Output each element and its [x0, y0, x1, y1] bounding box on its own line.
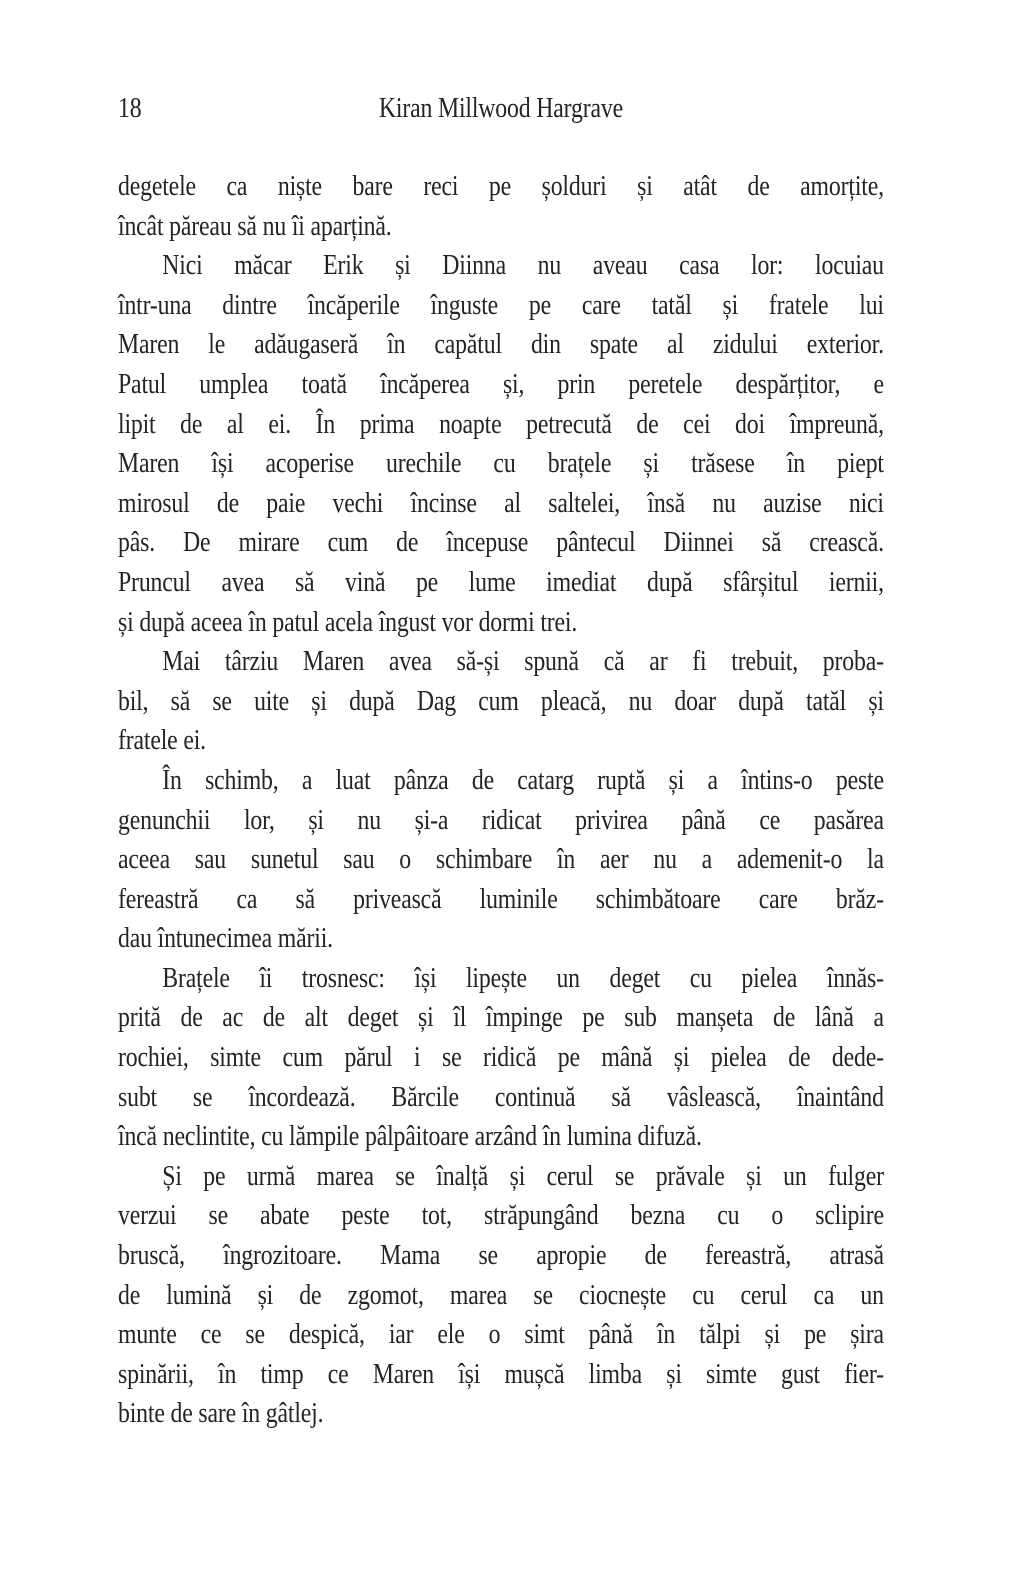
text-line: încât păreau să nu îi aparțină. — [118, 209, 392, 242]
text-line: încă neclintite, cu lămpile pâlpâitoare arzând în lumina difuză. — [118, 1120, 702, 1153]
text-line: Mai târziu Maren avea să-și spună că ar fi trebuit, proba- — [162, 645, 884, 678]
text-line: lipit de al ei. În prima noapte petrecută de cei doi împreună, — [118, 407, 884, 440]
text-line: spinării, în timp ce Maren își mușcă limba și simte gust fier- — [118, 1357, 884, 1390]
text-line: bruscă, îngrozitoare. Mama se apropie de fereastră, atrasă — [118, 1239, 884, 1272]
text-line: verzui se abate peste tot, străpungând bezna cu o sclipire — [118, 1199, 884, 1232]
text-line: Brațele îi trosnesc: își lipește un deget cu pielea înnăs- — [162, 961, 884, 994]
page-number: 18 — [118, 92, 142, 124]
page-header — [118, 90, 884, 126]
text-line: binte de sare în gâtlej. — [118, 1397, 324, 1430]
text-line: pâs. De mirare cum de începuse pântecul Diinnei să crească. — [118, 526, 884, 559]
text-line: Nici măcar Erik și Diinna nu aveau casa lor: locuiau — [162, 249, 884, 282]
text-line: Patul umplea toată încăperea și, prin peretele despărțitor, e — [118, 367, 884, 400]
text-line: prită de ac de alt deget și îl împinge pe sub manșeta de lână a — [118, 1001, 884, 1034]
text-line: aceea sau sunetul sau o schimbare în aer nu a ademenit-o la — [118, 843, 884, 876]
text-line: Maren își acoperise urechile cu brațele și trăsese în piept — [118, 447, 884, 480]
text-block — [118, 167, 884, 1434]
text-line: și după aceea în patul acela îngust vor dormi trei. — [118, 605, 578, 638]
text-line: subt se încordează. Bărcile continuă să vâslească, înaintând — [118, 1080, 884, 1113]
text-line: mirosul de paie vechi încinse al saltelei, însă nu auzise nici — [118, 486, 884, 519]
text-line: munte ce se despică, iar ele o simt până în tălpi și pe șira — [118, 1318, 884, 1351]
text-line: Maren le adăugaseră în capătul din spate al zidului exterior. — [118, 328, 884, 361]
text-line: fereastră ca să privească luminile schimbătoare care brăz- — [118, 882, 884, 915]
text-line: rochiei, simte cum părul i se ridică pe mână și pielea de dede- — [118, 1041, 884, 1074]
text-line: dau întunecimea mării. — [118, 922, 333, 955]
text-line: de lumină și de zgomot, marea se ciocnește cu cerul ca un — [118, 1278, 884, 1311]
text-line: genunchii lor, și nu și-a ridicat privirea până ce pasărea — [118, 803, 884, 836]
running-head: Kiran Millwood Hargrave — [378, 92, 623, 124]
text-line: fratele ei. — [118, 724, 206, 757]
text-line: În schimb, a luat pânza de catarg ruptă și a întins-o peste — [162, 763, 884, 796]
text-line: Și pe urmă marea se înalță și cerul se prăvale și un fulger — [162, 1159, 884, 1192]
text-line: într-una dintre încăperile înguste pe care tatăl și fratele lui — [118, 288, 884, 321]
text-line: bil, să se uite și după Dag cum pleacă, nu doar după tatăl și — [118, 684, 884, 717]
text-line: Pruncul avea să vină pe lume imediat după sfârșitul iernii, — [118, 565, 884, 598]
text-line: degetele ca niște bare reci pe șolduri și atât de amorțite, — [118, 170, 884, 202]
